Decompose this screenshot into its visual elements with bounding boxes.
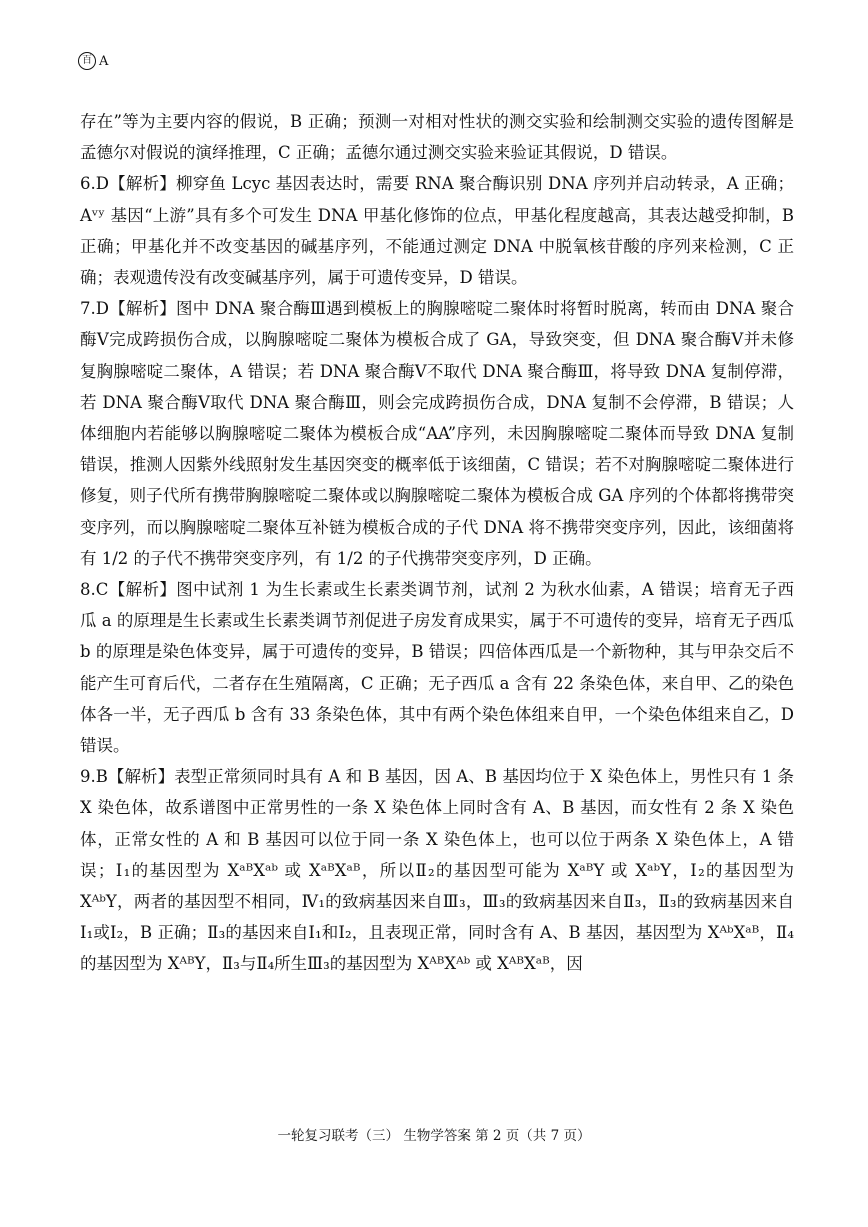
answer-item-8: 8.C【解析】图中试剂 1 为生长素或生长素类调节剂，试剂 2 为秋水仙素，A 错误；培育无子西瓜 a 的原理是生长素或生长素类调节剂促进子房发育成果实，属于不可遗传的变异，培育无子西瓜 b 的原理是染色体变异，属于可遗传的变异，B 错误；四倍体西瓜是一个新物种，其与甲杂交后不能产生可育后代，二者存在生殖隔离，C 正确；无子西瓜 a 含有 22 条染色体，来自甲、乙的染色体各一半，无子西瓜 b 含有 33 条染色体，其中有两个染色体组来自甲，一个染色体组来自乙，D 错误。 <box>80 580 794 756</box>
answer-item-9: 9.B【解析】表型正常须同时具有 A 和 B 基因，因 A、B 基因均位于 X 染色体上，男性只有 1 条 X 染色体，故系谱图中正常男性的一条 X 染色体上同时含有 A、B 基因，而女性有 2 条 X 染色体，正常女性的 A 和 B 基因可以位于同一条 X 染色体上，也可以位于两条 X 染色体上，A 错误；Ⅰ₁的基因型为 XᵃᴮXᵃᵇ 或 XᵃᴮXᵃᴮ，所以Ⅱ₂的基因型可能为 XᵃᴮY 或 XᵃᵇY，Ⅰ₂的基因型为 XᴬᵇY，两者的基因型不相同，Ⅳ₁的致病基因来自Ⅲ₃，Ⅲ₃的致病基因来自Ⅱ₃，Ⅱ₃的致病基因来自Ⅰ₁或Ⅰ₂，B 正确；Ⅱ₃的基因来自Ⅰ₁和Ⅰ₂，且表现正常，同时含有 A、B 基因，基因型为 XᴬᵇXᵃᴮ，Ⅱ₄的基因型为 XᴬᴮY，Ⅱ₃与Ⅱ₄所生Ⅲ₃的基因型为 XᴬᴮXᴬᵇ 或 XᴬᴮXᵃᴮ，因 <box>80 767 794 974</box>
answer-item-7: 7.D【解析】图中 DNA 聚合酶Ⅲ遇到模板上的胸腺嘧啶二聚体时将暂时脱离，转而由 DNA 聚合酶Ⅴ完成跨损伤合成，以胸腺嘧啶二聚体为模板合成了 GA，导致突变，但 DNA 聚合酶Ⅴ并未修复胸腺嘧啶二聚体，A 错误；若 DNA 聚合酶Ⅴ不取代 DNA 聚合酶Ⅲ，将导致 DNA 复制停滞，若 DNA 聚合酶Ⅴ取代 DNA 聚合酶Ⅲ，则会完成跨损伤合成，DNA 复制不会停滞，B 错误；人体细胞内若能够以胸腺嘧啶二聚体为模板合成“AA”序列，未因胸腺嘧啶二聚体而导致 DNA 复制错误，推测人因紫外线照射发生基因突变的概率低于该细菌，C 错误；若不对胸腺嘧啶二聚体进行修复，则子代所有携带胸腺嘧啶二聚体或以胸腺嘧啶二聚体为模板合成 GA 序列的个体都将携带突变序列，而以胸腺嘧啶二聚体互补链为模板合成的子代 DNA 将不携带突变序列，因此，该细菌将有 1/2 的子代不携带突变序列，有 1/2 的子代携带突变序列，D 正确。 <box>80 299 794 568</box>
paper-version-label: A <box>99 53 109 69</box>
logo-badge: 百 <box>78 52 96 70</box>
answer-content <box>80 106 794 980</box>
answer-item-6: 6.D【解析】柳穿鱼 Lcyc 基因表达时，需要 RNA 聚合酶识别 DNA 序列并启动转录，A 正确；Aᵛʸ 基因“上游”具有多个可发生 DNA 甲基化修饰的位点，甲基化程度越高，其表达越受抑制，B 正确；甲基化并不改变基因的碱基序列，不能通过测定 DNA 中脱氧核苷酸的序列来检测，C 正确；表观遗传没有改变碱基序列，属于可遗传变异，D 错误。 <box>80 174 794 288</box>
paragraph-continuation: 存在”等为主要内容的假说，B 正确；预测一对相对性状的测交实验和绘制测交实验的遗传图解是孟德尔对假说的演绎推理，C 正确；孟德尔通过测交实验来验证其假说，D 错误。 <box>80 112 794 163</box>
page-footer: 一轮复习联考（三） 生物学答案 第 2 页（共 7 页） <box>277 1128 591 1144</box>
page-header <box>78 52 108 70</box>
